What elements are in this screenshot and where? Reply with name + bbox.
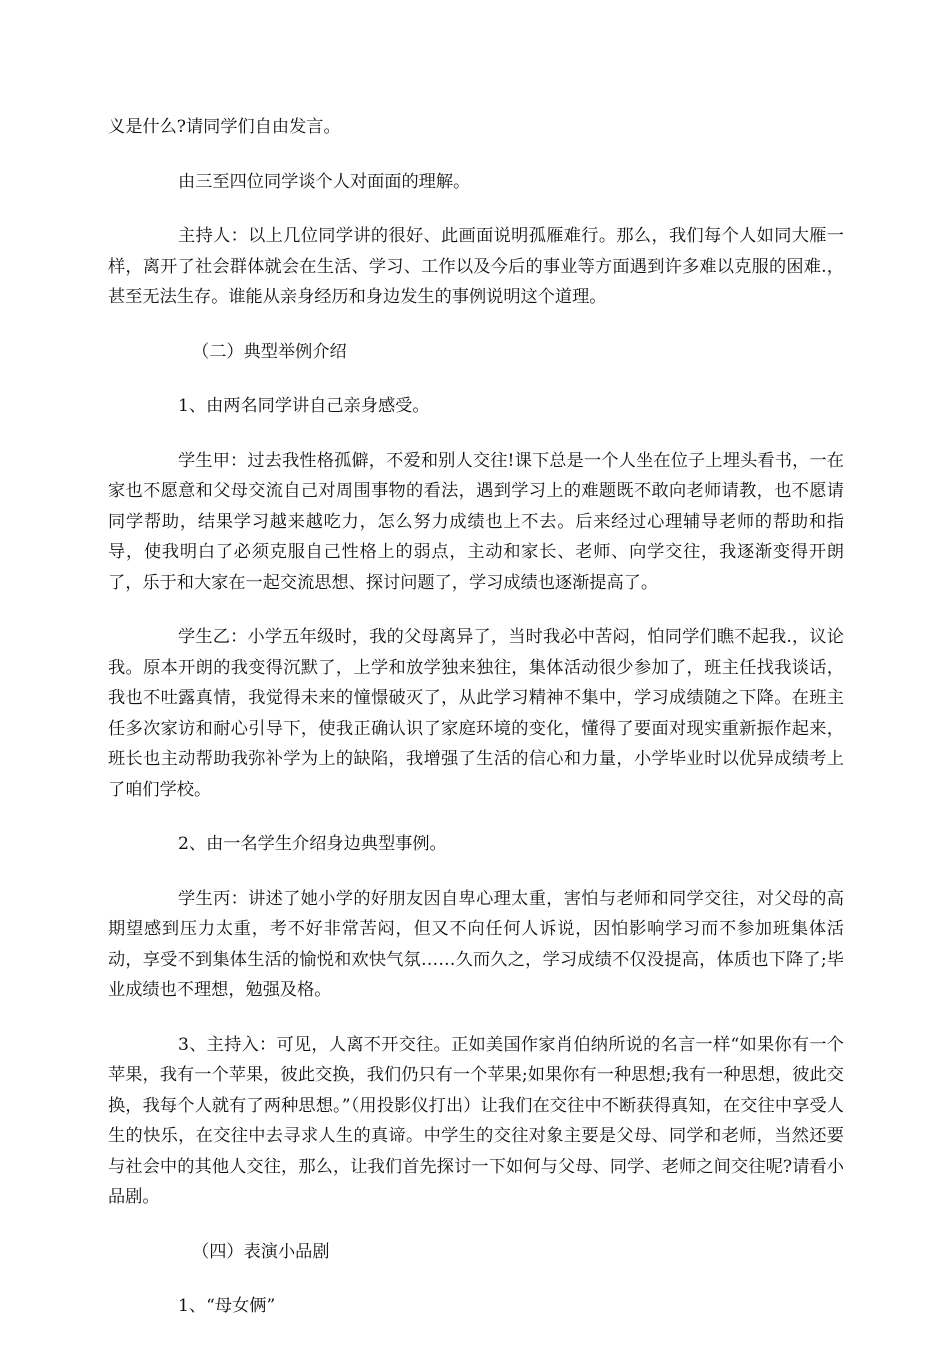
paragraph-host-quote: 3、主持入：可见，人离不开交往。正如美国作家肖伯纳所说的名言一样“如果你有一个苹果，我有一个苹果，彼此交换，我们仍只有一个苹果;如果你有一种思想;我有一种思想，彼此交换，我每个人就有了两种思想。”（用投影仪打出）让我们在交往中不断获得真知，在交往中享受人生的快乐，在交往中去寻求人生的真谛。中学生的交往对象主要是父母、同学和老师，当然还要与社会中的其他人交往，那么，让我们首先探讨一下如何与父母、同学、老师之间交往呢?请看小品剧。 — [108, 1034, 844, 1207]
paragraph-student-discussion: 由三至四位同学谈个人对面面的理解。 — [178, 171, 471, 192]
paragraph-host-remarks: 主持人：以上几位同学讲的很好、此画面说明孤雁难行。那么，我们每个人如同大雁一样，离开了社会群体就会在生活、学习、工作以及今后的事业等方面遇到许多难以克服的困难.，甚至无法生存。谁能从亲身经历和身边发生的事例说明这个道理。 — [108, 226, 844, 307]
section-heading-typical-examples: （二）典型举例介绍 — [192, 341, 347, 362]
paragraph-continuation: 义是什么?请同学们自由发言。 — [108, 117, 341, 137]
paragraph-student-c: 学生丙：讲述了她小学的好朋友因自卑心理太重，害怕与老师和同学交往，对父母的高期望感到压力太重，考不好非常苦闷，但又不向任何人诉说，因怕影响学习而不参加班集体活动，享受不到集体生活的愉悦和欢快气氛……久而久之，学习成绩不仅没提高，体质也下降了;毕业成绩也不理想，勉强及格。 — [108, 888, 844, 1000]
list-item-mother-daughter: 1、“母女俩” — [178, 1296, 276, 1316]
paragraph-student-b: 学生乙：小学五年级时，我的父母离异了，当时我必中苦闷，怕同学们瞧不起我.，议论我。原本开朗的我变得沉默了，上学和放学独来独往，集体活动很少参加了，班主任找我谈话，我也不吐露真情，我觉得未来的憧憬破灭了，从此学习精神不集中，学习成绩随之下降。在班主任多次家访和耐心引导下，使我正确认识了家庭环境的变化，懂得了要面对现实重新振作起来，班长也主动帮助我弥补学为上的缺陷，我增强了生活的信心和力量，小学毕业时以优异成绩考上了咱们学校。 — [108, 627, 844, 800]
paragraph-student-a: 学生甲：过去我性格孤僻，不爱和别人交往!课下总是一个人坐在位子上埋头看书，一在家也不愿意和父母交流自己对周围事物的看法，遇到学习上的难题既不敢向老师请教，也不愿请同学帮助，结果学习越来越吃力，怎么努力成绩也上不去。后来经过心理辅导老师的帮助和指导，使我明白了必须克服自己性格上的弱点，主动和家长、老师、向学交往，我逐渐变得开朗了，乐于和大家在一起交流思想、探讨问题了，学习成绩也逐渐提高了。 — [108, 450, 844, 593]
section-heading-sketch: （四）表演小品剧 — [192, 1241, 330, 1262]
document-body — [108, 112, 844, 1346]
list-item-two-students: 1、由两名同学讲自己亲身感受。 — [178, 396, 430, 416]
list-item-one-student: 2、由一名学生介绍身边典型事例。 — [178, 834, 447, 854]
